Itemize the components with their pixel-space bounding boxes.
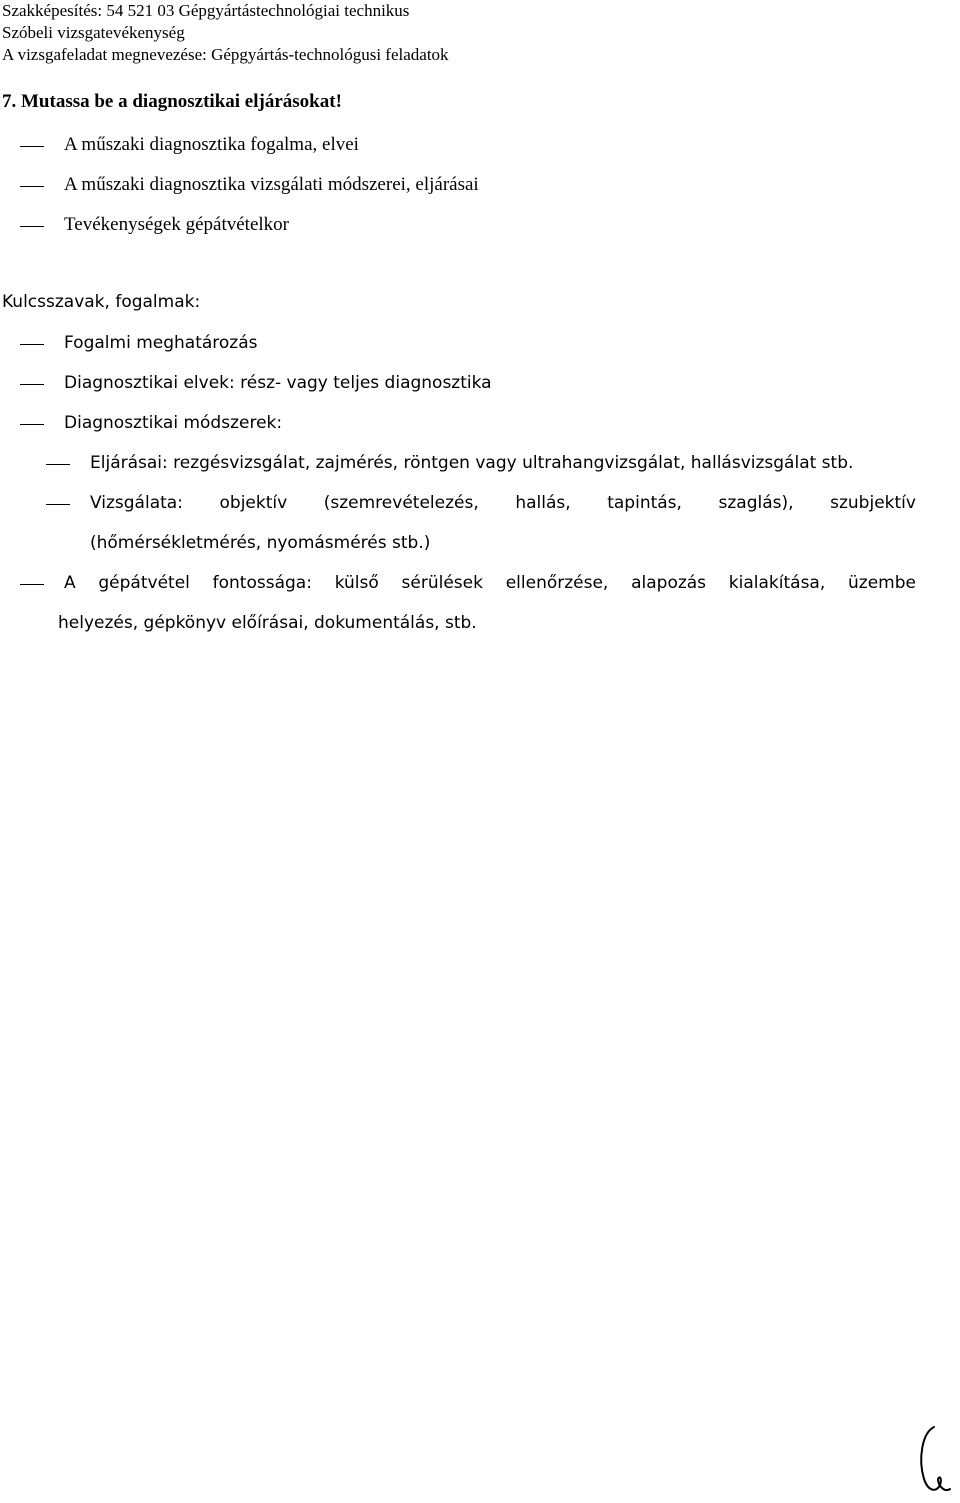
task-name-line: A vizsgafeladat megnevezése: Gépgyártás-technológusi feladatok: [2, 45, 449, 64]
word: külső: [334, 573, 379, 593]
word: gépátvétel: [98, 573, 190, 593]
dash-bullet: [20, 424, 44, 425]
word: kialakítása,: [728, 573, 826, 593]
handwritten-signature: [914, 1419, 954, 1499]
qualification-line: Szakképesítés: 54 521 03 Gépgyártástechnológiai technikus: [2, 1, 410, 20]
acceptance-item: [64, 571, 916, 595]
keyword-item: Diagnosztikai elvek: rész- vagy teljes diagnosztika: [64, 373, 492, 393]
dash-bullet: [20, 226, 44, 227]
procedures-item: Eljárásai: rezgésvizsgálat, zajmérés, röntgen vagy ultrahangvizsgálat, hallásvizsgálat stb.: [90, 453, 854, 473]
dash-bullet: [20, 186, 44, 187]
examination-item: [90, 491, 916, 515]
dash-bullet: [20, 584, 44, 585]
question-title: 7. Mutassa be a diagnosztikai eljárásokat!: [2, 91, 342, 112]
dash-bullet: [20, 146, 44, 147]
dash-bullet: [20, 344, 44, 345]
question-bullet: A műszaki diagnosztika fogalma, elvei: [64, 134, 359, 155]
word: ellenőrzése,: [505, 573, 609, 593]
question-bullet: A műszaki diagnosztika vizsgálati módszerei, eljárásai: [64, 174, 479, 195]
keywords-heading: Kulcsszavak, fogalmak:: [2, 292, 201, 312]
keyword-item: Fogalmi meghatározás: [64, 333, 258, 353]
dash-bullet: [46, 504, 70, 505]
word: fontossága:: [212, 573, 312, 593]
word: hallás,: [515, 493, 571, 513]
acceptance-item-continuation: helyezés, gépkönyv előírásai, dokumentálás, stb.: [58, 613, 477, 633]
word: (szemrevételezés,: [323, 493, 479, 513]
document-header: [2, 0, 449, 66]
word: alapozás: [631, 573, 707, 593]
exam-activity-line: Szóbeli vizsgatevékenység: [2, 23, 185, 42]
dash-bullet: [20, 384, 44, 385]
word: tapintás,: [607, 493, 682, 513]
word: Vizsgálata:: [90, 493, 183, 513]
question-bullet: Tevékenységek gépátvételkor: [64, 214, 289, 235]
word: sérülések: [401, 573, 483, 593]
word: szubjektív: [830, 493, 916, 513]
keyword-item: Diagnosztikai módszerek:: [64, 413, 283, 433]
word: szaglás),: [718, 493, 794, 513]
word: A: [64, 573, 76, 593]
word: üzembe: [848, 573, 916, 593]
examination-item-continuation: (hőmérsékletmérés, nyomásmérés stb.): [90, 533, 431, 553]
dash-bullet: [46, 464, 70, 465]
word: objektív: [219, 493, 288, 513]
